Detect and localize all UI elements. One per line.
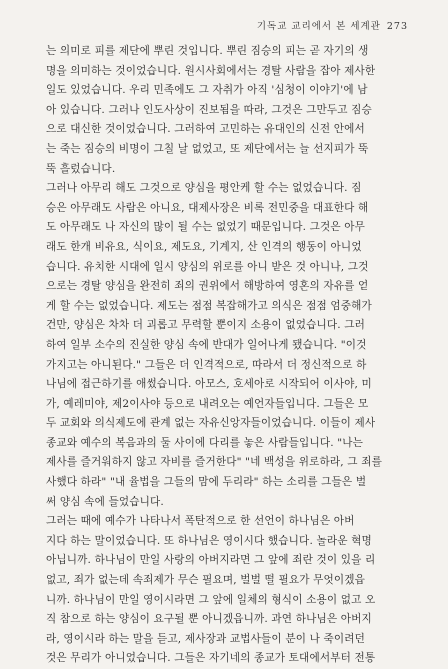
- running-header: [257, 18, 408, 32]
- text-line: 그러는 때에 예수가 나타나서 폭탄적으로 한 선언이 하나님은 아버: [46, 515, 355, 528]
- text-line: 는 의미로 피를 제단에 뿌린 것입니다. 뿌린 짐승의 피는 곧 자기의 생: [46, 45, 369, 57]
- text-line: 나님에 접근하기를 애썼습니다. 아모스, 호세아로 시작되어 이사야, 미: [46, 378, 372, 391]
- text-line: 으로는 경탈 양심을 완전히 죄의 권위에서 해방하여 영혼의 자유를 얻: [46, 280, 369, 293]
- text-line: 아 있습니다. 그러나 인도사상이 진보됨을 따라, 그것은 그만두고 짐승: [46, 103, 372, 116]
- text-line: 아닙니까. 하나님이 만일 사랑의 아버지라면 그 앞에 죄란 것이 있을 리: [46, 554, 376, 567]
- text-line: 하여 일부 소수의 진실한 양심 속에 반대가 일어나게 됐습니다. "이것: [46, 338, 367, 351]
- page-number: 273: [386, 21, 408, 32]
- text-line: 것은 무리가 아니었습니다. 그들은 자기네의 종교가 토대에서부터 전통: [46, 652, 376, 665]
- text-line: 니까. 하나님이 만일 영이시라면 그 앞에 일체의 형식이 소용이 없고 오: [46, 593, 376, 606]
- text-line: 으로 대신한 것이었습니다. 그러하여 고민하는 유대인의 신전 안에서: [46, 123, 365, 136]
- text-line: 명을 의미하는 것이었습니다. 원시사회에서는 경탈 사람을 잡아 제사한: [46, 64, 376, 77]
- text-line: 사했다 하라" "내 율법을 그들의 맘에 두리라" 하는 소리를 그들은 벌: [46, 476, 367, 489]
- text-line: 두 교회와 의식제도에 관계 없는 자유신앙자들이었습니다. 이들이 제사: [46, 417, 376, 430]
- text-line: 종교와 예수의 복음과의 둘 사이에 다리를 놓은 사람들입니다. "나는: [46, 436, 364, 449]
- text-line: 없고, 죄가 없는데 속죄제가 무슨 필요며, 벌벌 떨 필요가 무엇이겠읍: [46, 574, 366, 587]
- text-line: 직 참으로 하는 양심이 요구될 뿐 아니겠읍니까. 과연 하나님은 아버지: [46, 613, 372, 626]
- text-line: 라, 영이시라 하는 말을 듣고, 제사장과 교법사들이 분이 나 죽이려던: [46, 632, 366, 645]
- text-line: 일도 있었습니다. 우리 민족에도 그 자취가 아직 '심청이 이야기'에 남: [46, 84, 368, 97]
- text-line: 승은 아무래도 사람은 아니요, 대제사장은 비록 전민중을 대표한다 해: [46, 201, 369, 214]
- text-line: 게 할 수는 없었습니다. 제도는 점점 복잡해가고 의식은 점점 엄중해가: [46, 299, 372, 312]
- text-line: 가, 예레미야, 제2이사야 등으로 내려오는 예언자들입니다. 그들은 모: [46, 397, 369, 410]
- text-line: 가지고는 아니된다." 그들은 더 인격적으로, 따라서 더 정신적으로 하: [46, 358, 367, 371]
- text-line: 그러나 아무리 해도 그것으로 양심을 평안케 할 수는 없었습니다. 짐: [46, 182, 362, 195]
- text-line: 래도 한개 비유요, 식이요, 제도요, 기계지, 산 인격의 행동이 아니었: [46, 240, 362, 253]
- text-line: 지다 하는 말이었습니다. 또 하나님은 영이시다 했습니다. 놀라운 혁명: [46, 534, 372, 547]
- text-line: 뚝 흘렀습니다.: [46, 162, 116, 175]
- body-text: [46, 42, 412, 669]
- text-line: 제사를 즐거워하지 않고 자비를 즐거한다" "네 백성을 위로하라, 그 죄를: [46, 456, 382, 469]
- text-line: 건만, 양심은 차차 더 괴롭고 무력할 뿐이지 소용이 없었습니다. 그러: [46, 319, 366, 332]
- text-line: 도 아무래도 나 자신의 많이 될 수는 없었기 때문입니다. 그것은 아무: [46, 221, 366, 234]
- text-line: 습니다. 유치한 시대에 일시 양심의 위로를 아니 받은 것 아니나, 그것: [46, 260, 369, 273]
- running-header-title: 기독교 교리에서 본 세계관: [256, 21, 381, 32]
- text-line: 는 죽는 짐승의 비명이 그칠 날 없었고, 또 제단에서는 늘 선지피가 뚝: [46, 142, 369, 155]
- text-line: 써 양심 속에 들었습니다.: [46, 495, 164, 508]
